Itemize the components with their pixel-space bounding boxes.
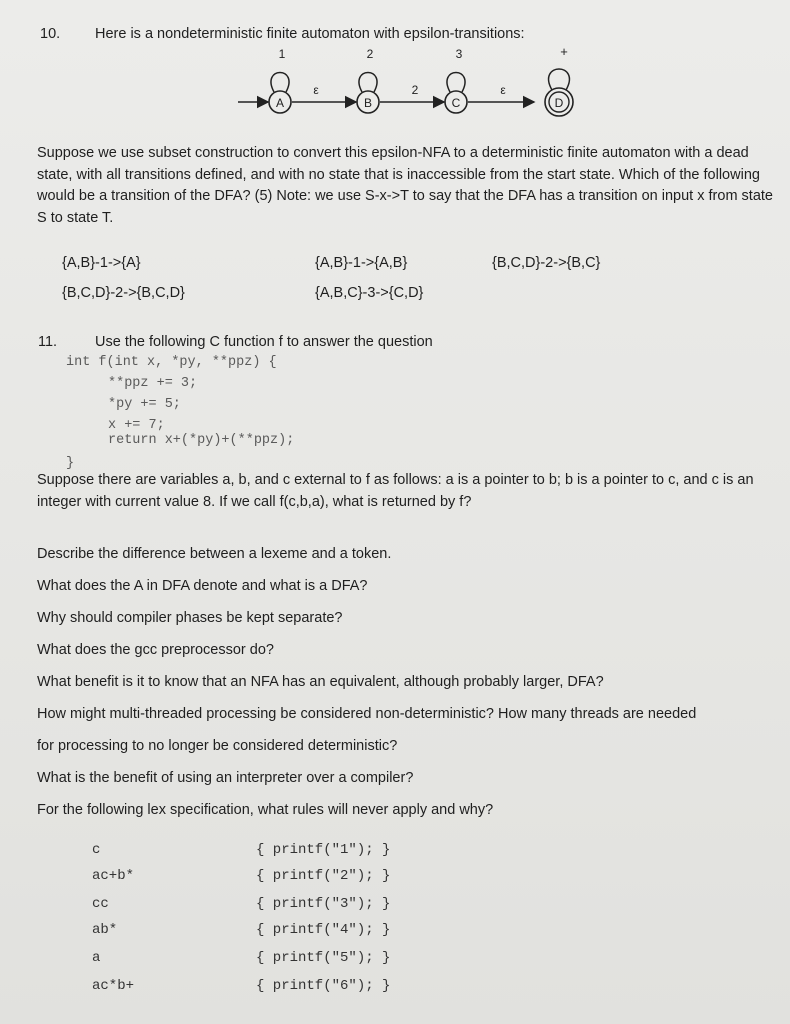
question-dfa-meaning: What does the A in DFA denote and what is a DFA? <box>37 578 368 594</box>
lex-pattern-5: a <box>92 950 101 966</box>
lex-pattern-4: ab* <box>92 922 118 938</box>
lex-pattern-6: ac*b+ <box>92 978 135 994</box>
q11-prompt: Suppose there are variables a, b, and c external to f as follows: a is a pointer to b; b is a pointer to c, and c is an integer with current value 8. If we call f(c,b,a), what is returned by f? <box>37 472 754 510</box>
question-multithreaded: How might multi-threaded processing be considered non-deterministic? How many threads are needed <box>37 706 697 722</box>
loop-c-label: 3 <box>455 47 463 61</box>
q10-prompt: Suppose we use subset construction to convert this epsilon-NFA to a deterministic finite automaton with a dead state, with all transitions defined, and with no state that is inaccessible from the start state. Which of the following would be a transition of the DFA? (5) Note: we use S-x->T to say that the DFA has a transition on input x from state S to state T. <box>37 145 773 226</box>
edge-c-d-label: ε <box>500 83 506 97</box>
lex-pattern-1: c <box>92 842 101 858</box>
question-lex-spec: For the following lex specification, what rules will never apply and why? <box>37 802 494 818</box>
edge-a-b-label: ε <box>313 83 319 97</box>
state-b-label: B <box>363 96 373 110</box>
state-c-label: C <box>451 96 461 110</box>
loop-b-label: 2 <box>366 47 374 61</box>
question-multithreaded-cont: for processing to no longer be considered deterministic? <box>37 738 398 754</box>
lex-action-3: { printf("3"); } <box>256 896 391 912</box>
question-compiler-phases: Why should compiler phases be kept separate? <box>37 610 343 626</box>
lex-action-1: { printf("1"); } <box>256 842 391 858</box>
code-line-2: **ppz += 3; <box>108 376 198 391</box>
loop-b <box>359 73 377 93</box>
edge-b-c-label: 2 <box>411 83 419 97</box>
code-line-6: } <box>66 456 75 471</box>
question-gcc-preprocessor: What does the gcc preprocessor do? <box>37 642 274 658</box>
option-5: {A,B,C}-3->{C,D} <box>315 285 424 301</box>
q11-number: 11. <box>38 334 58 350</box>
option-4: {B,C,D}-2->{B,C,D} <box>62 285 185 301</box>
state-d-label: D <box>554 96 564 110</box>
option-3: {B,C,D}-2->{B,C} <box>492 255 601 271</box>
lex-pattern-3: cc <box>92 896 109 912</box>
q11-heading: Use the following C function f to answer the question <box>95 334 433 350</box>
loop-a <box>271 73 289 93</box>
code-line-3: *py += 5; <box>108 397 181 412</box>
lex-action-5: { printf("5"); } <box>256 950 391 966</box>
q10-number: 10. <box>40 26 61 42</box>
lex-pattern-2: ac+b* <box>92 868 135 884</box>
question-interpreter: What is the benefit of using an interpreter over a compiler? <box>37 770 414 786</box>
loop-c <box>447 73 465 93</box>
option-2: {A,B}-1->{A,B} <box>315 255 408 271</box>
loop-d <box>549 69 570 90</box>
question-nfa-dfa: What benefit is it to know that an NFA has an equivalent, although probably larger, DFA? <box>37 674 604 690</box>
lex-action-4: { printf("4"); } <box>256 922 391 938</box>
code-line-4: x += 7; <box>108 418 165 433</box>
q10-heading: Here is a nondeterministic finite automaton with epsilon-transitions: <box>95 26 525 42</box>
code-line-1: int f(int x, *py, **ppz) { <box>66 355 277 370</box>
loop-d-label: + <box>560 44 568 59</box>
question-lexeme-token: Describe the difference between a lexeme and a token. <box>37 546 392 562</box>
lex-action-2: { printf("2"); } <box>256 868 391 884</box>
nfa-diagram <box>230 44 590 124</box>
option-1: {A,B}-1->{A} <box>62 255 141 271</box>
code-line-5: return x+(*py)+(**ppz); <box>108 433 295 448</box>
lex-action-6: { printf("6"); } <box>256 978 391 994</box>
state-a-label: A <box>275 96 285 110</box>
loop-a-label: 1 <box>278 47 286 61</box>
